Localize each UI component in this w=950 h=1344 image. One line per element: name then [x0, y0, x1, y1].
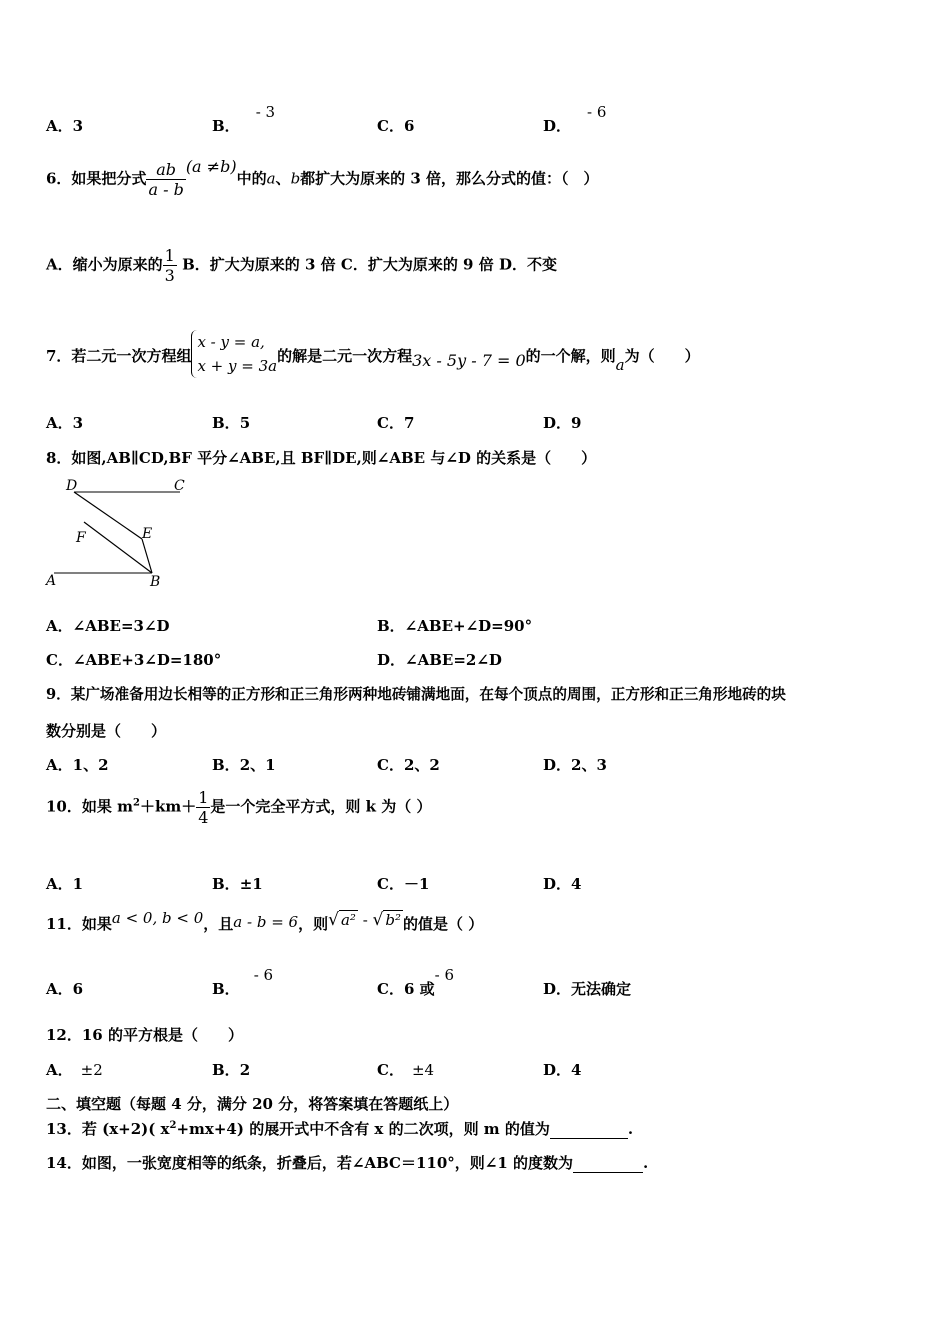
q11-option-b: B．- 6 — [212, 966, 274, 998]
q8-option-b: B．∠ABE+∠D=90° — [377, 617, 533, 635]
q14-answer-blank[interactable] — [573, 1154, 643, 1173]
q12-option-d: D．4 — [543, 1061, 582, 1079]
figure-label-c: C — [174, 478, 185, 494]
q9-option-b: B．2、1 — [212, 756, 276, 774]
q14-stem: 14．如图，一张宽度相等的纸条，折叠后，若∠ABC＝110°，则∠1 的度数为 . — [46, 1154, 649, 1172]
q10-stem: 10．如果 $m^2+km+$ $\frac{1}{4}$ 是一个完全平方式，则 k 为（ ） — [46, 788, 432, 827]
q11-option-a: A．6 — [46, 980, 84, 998]
figure-label-f: F — [76, 530, 86, 546]
q10-option-d: D．4 — [543, 875, 582, 893]
q9-option-a: A．1、2 — [46, 756, 109, 774]
q10-option-b: B．±1 — [212, 875, 263, 893]
q9-option-c: C．2、2 — [377, 756, 440, 774]
q9-stem-line1: 9．某广场准备用边长相等的正方形和正三角形两种地砖铺满地面，在每个顶点的周围，正方形和正三角形地砖的块 — [46, 686, 786, 703]
q8-figure — [40, 472, 200, 594]
q8-stem: 8．如图,AB∥CD,BF 平分∠ABE,且 BF∥DE,则∠ABE 与∠D 的关系是（ ） — [46, 449, 597, 467]
q9-stem-line2: 数分别是（ ） — [46, 722, 167, 740]
figure-label-d: D — [66, 478, 78, 494]
q12-option-a: A． ±2 — [46, 1061, 103, 1079]
q11-stem: 11．如果a < 0, b < 0，且a - b = 6，则√ a² - √ b² 的值是（ ） — [46, 909, 484, 933]
q8-option-c: C．∠ABE+3∠D=180° — [46, 651, 222, 669]
q8-option-d: D．∠ABE=2∠D — [377, 651, 502, 669]
q10-option-a: A．1 — [46, 875, 84, 893]
q12-option-b: B．2 — [212, 1061, 251, 1079]
q7-option-a: A．3 — [46, 414, 84, 432]
q5-option-d: D．- 6 — [543, 103, 607, 135]
q12-stem: 12．16 的平方根是（ ） — [46, 1026, 243, 1044]
q8-option-a: A．∠ABE=3∠D — [46, 617, 170, 635]
figure-label-a: A — [46, 573, 57, 589]
q7-option-d: D．9 — [543, 414, 582, 432]
q11-option-c: C．6 或- 6 — [377, 966, 454, 998]
q5-option-c: C．6 — [377, 117, 415, 135]
q11-option-d: D．无法确定 — [543, 980, 632, 998]
q5-option-a: A．3 — [46, 117, 84, 135]
q7-option-c: C．7 — [377, 414, 415, 432]
q13-stem: 13．若 (x+2)( $x^2+mx+4$) 的展开式中不含有 x 的二次项，则 m 的值为 . — [46, 1120, 634, 1138]
q12-option-c: C． ±4 — [377, 1061, 435, 1079]
q10-option-c: C．－1 — [377, 875, 430, 893]
section-heading: 二、填空题（每题 4 分，满分 20 分，将答案填在答题纸上） — [46, 1095, 459, 1113]
q7-stem: 7．若二元一次方程组 x - y = a, x + y = 3a 的解是二元一次方程3x - 5y - 7 = 0的一个解，则a为（ ） — [46, 330, 700, 378]
q13-answer-blank[interactable] — [550, 1120, 628, 1139]
q7-option-b: B．5 — [212, 414, 251, 432]
q5-option-b: B．- 3 — [212, 103, 276, 135]
q9-option-d: D．2、3 — [543, 756, 607, 774]
q6-options: A．缩小为原来的 $\frac{1}{3}$ B．扩大为原来的 3 倍 C．扩大为原来的 9 倍 D．不变 — [46, 246, 557, 285]
figure-label-e: E — [142, 526, 153, 542]
figure-label-b: B — [150, 574, 161, 590]
q6-stem: 6．如果把分式 $\frac{ab}{a - b}$ (a ≠b)中的a、b都扩大为原来的 3 倍，那么分式的值：（ ） — [46, 156, 599, 199]
